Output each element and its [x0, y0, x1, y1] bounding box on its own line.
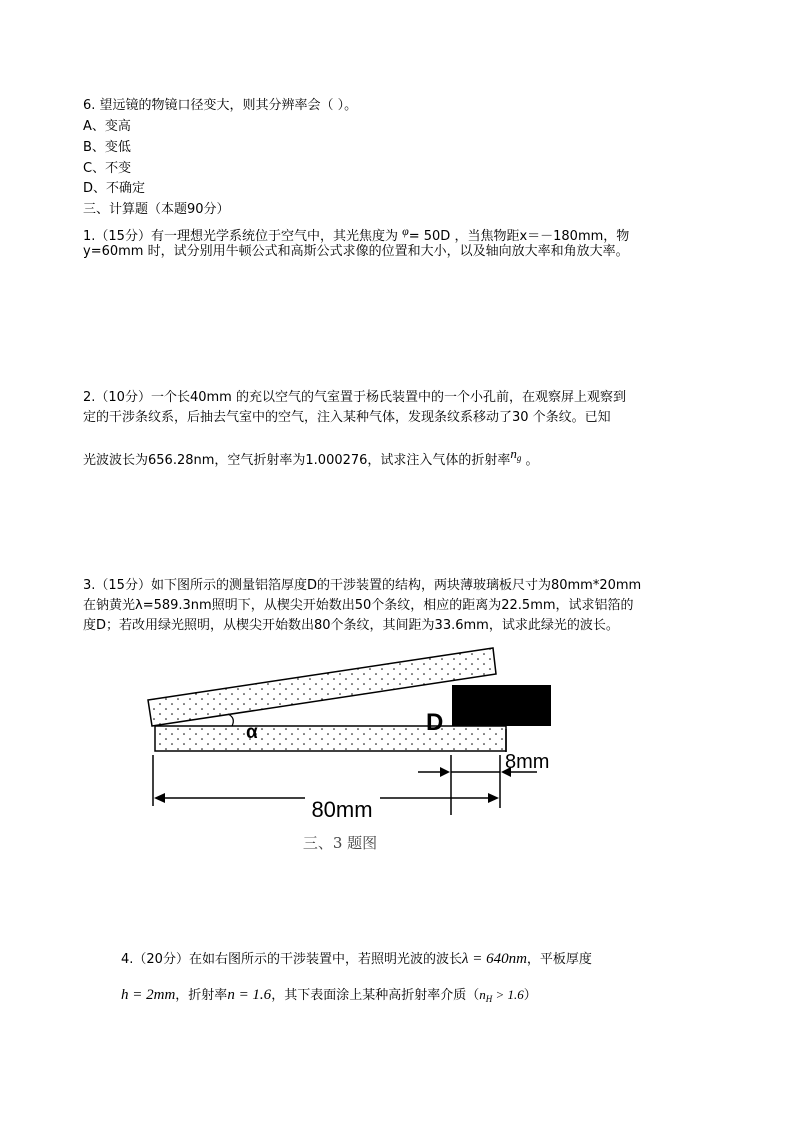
- section-title: 三、计算题（本题90分）: [83, 202, 230, 217]
- p2-line1: 2.（10分）一个长40mm 的充以空气的气室置于杨氏装置中的一个小孔前，在观察屏上观察到: [83, 390, 626, 405]
- p3-line2: 在钠黄光λ=589.3nm照明下，从楔尖开始数出50个条纹，相应的距离为22.5mm，试求铝箔的: [83, 598, 634, 613]
- phi-symbol: φ: [402, 224, 409, 238]
- q6-option-b: B、变低: [83, 140, 131, 155]
- p3-line1: 3.（15分）如下图所示的测量铝箔厚度D的干涉装置的结构，两块薄玻璃板尺寸为80mm*20mm: [83, 578, 642, 593]
- p3-line3: 度D；若改用绿光照明，从楔尖开始数出80个条纹，其间距为33.6mm，试求此绿光的波长。: [83, 618, 619, 633]
- p1-text-b: = 50D ，当焦物距x＝－180mm，物: [408, 229, 630, 244]
- upper-glass-plate: [148, 648, 496, 726]
- q6-option-a: A、变高: [83, 119, 131, 134]
- aluminum-foil-block: [452, 685, 551, 726]
- angle-arc: [228, 714, 233, 726]
- p2-text-a: 光波波长为656.28nm，空气折射率为1.000276，试求注入气体的折射率: [83, 453, 511, 468]
- p2-text-b: 。: [521, 453, 539, 468]
- p1-text-a: 1.（15分）有一理想光学系统位于空气中，其光焦度为: [83, 229, 398, 244]
- h-equation: h = 2mm: [121, 987, 176, 1003]
- lambda-equation: λ = 640nm: [461, 951, 527, 967]
- 8mm-label: 8mm: [505, 751, 550, 773]
- figure-caption: 三、3 题图: [302, 834, 378, 852]
- p4-line1: 4.（20分）在如右图所示的干涉装置中，若照明光波的波长λ = 640nm，平板厚度: [121, 951, 592, 967]
- q6-option-c: C、不变: [83, 161, 132, 176]
- q6-option-d: D、不确定: [83, 181, 146, 196]
- p4-line2: h = 2mm，折射率n = 1.6，其下表面涂上某种高折射率介质$(n_H > 1.6)$: [121, 987, 537, 1004]
- n-equation: n = 1.6: [227, 987, 272, 1003]
- d-label: D: [426, 709, 444, 736]
- lower-glass-plate: [155, 726, 506, 751]
- p2-line2: 定的干涉条纹系，后抽去气室中的空气，注入某种气体，发现条纹系移动了30 个条纹。已知: [83, 410, 611, 425]
- ng-symbol: $n_g$: [510, 446, 522, 463]
- alpha-label: α: [246, 722, 258, 743]
- p1-line2: y=60mm 时，试分别用牛顿公式和高斯公式求像的位置和大小，以及轴向放大率和角放大率。: [83, 244, 629, 259]
- q6-stem: 6. 望远镜的物镜口径变大，则其分辨率会（ ）。: [83, 98, 358, 113]
- nh-inequality: $n_H > 1.6$: [479, 987, 524, 1004]
- 80mm-label: 80mm: [311, 797, 373, 822]
